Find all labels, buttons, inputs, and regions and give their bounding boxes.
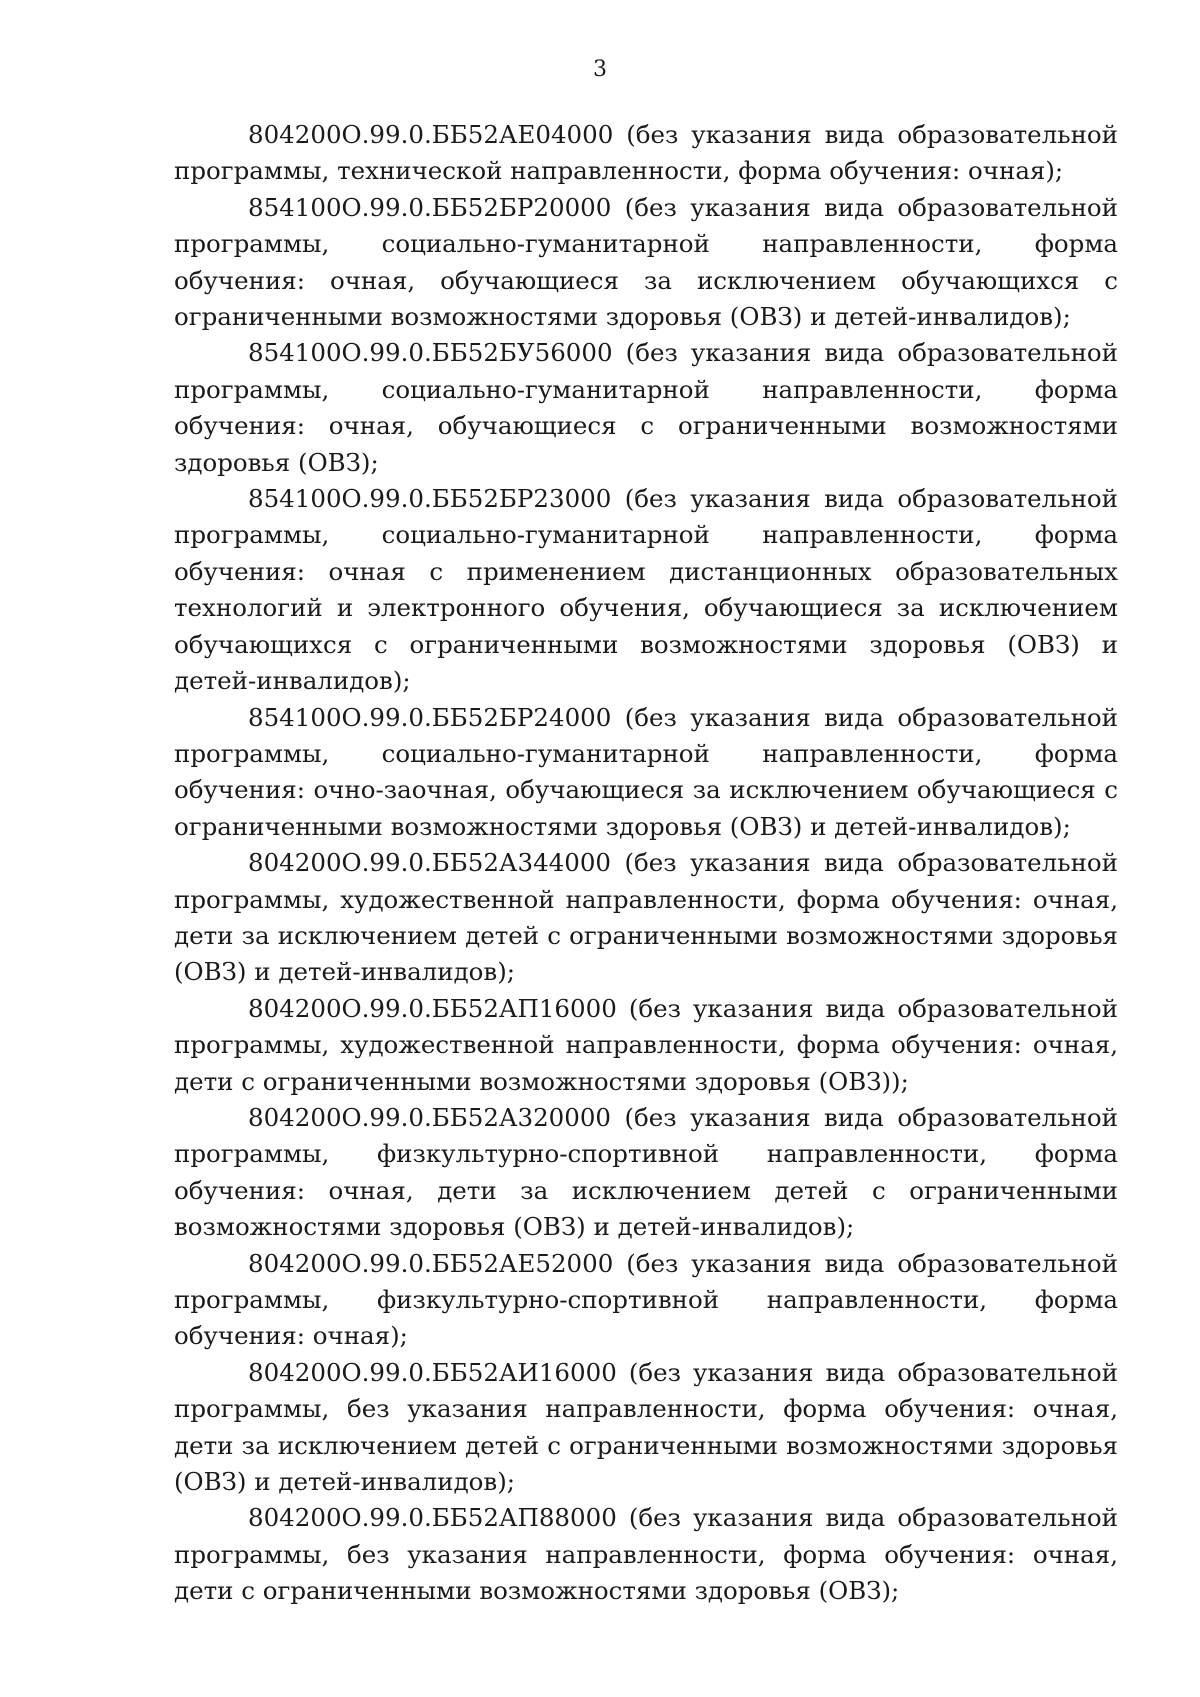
paragraph-text: (без указания вида образовательной программы, социально-гуманитарной направленности, форма обучения: очная, обучающиеся за исключением обучающихся с ограниченными возможностями здоровья (ОВЗ) и детей-инвалидов); [174, 192, 1118, 332]
paragraph-6 [174, 845, 1118, 991]
paragraph-text: (без указания вида образовательной программы, технической направленности, форма обучения: очная); [174, 120, 1118, 186]
paragraph-1 [174, 117, 1118, 190]
service-code: 854100О.99.0.ББ52БУ56000 [248, 338, 613, 368]
paragraph-text: (без указания вида образовательной программы, физкультурно-спортивной направленности, форма обучения: очная, дети за исключением детей с ограниченными возможностями здоровья (ОВЗ) и детей-инвалидов); [174, 1102, 1118, 1242]
service-code: 854100О.99.0.ББ52БР23000 [248, 484, 612, 514]
service-code: 804200О.99.0.ББ52АП16000 [248, 993, 617, 1023]
paragraph-text: (без указания вида образовательной программы, художественной направленности, форма обучения: очная, дети с ограниченными возможностями здоровья (ОВЗ)); [174, 993, 1118, 1096]
paragraph-text: (без указания вида образовательной программы, художественной направленности, форма обучения: очная, дети за исключением детей с ограниченными возможностями здоровья (ОВЗ) и детей-инвалидов); [174, 848, 1118, 987]
service-code: 804200О.99.0.ББ52АЕ04000 [248, 120, 614, 149]
paragraph-9 [174, 1246, 1118, 1355]
paragraph-text: (без указания вида образовательной программы, социально-гуманитарной направленности, форма обучения: очно-заочная, обучающиеся за исключением обучающиеся с ограниченными возможностями здоровья (ОВЗ) и детей-инвалидов); [174, 702, 1118, 841]
paragraph-3 [174, 335, 1118, 481]
service-code: 854100О.99.0.ББ52БР24000 [248, 702, 612, 732]
paragraph-10 [174, 1355, 1118, 1501]
service-code: 804200О.99.0.ББ52АЕ52000 [248, 1248, 614, 1278]
body-text [174, 117, 1118, 1610]
service-code: 804200О.99.0.ББ52АП88000 [248, 1503, 617, 1533]
paragraph-text: (без указания вида образовательной программы, социально-гуманитарной направленности, форма обучения: очная с применением дистанционных образовательных технологий и электронного обучения, обучающиеся за исключением обучающихся с ограниченными возможностями здоровья (ОВЗ) и детей-инвалидов); [174, 484, 1118, 696]
paragraph-2 [174, 190, 1118, 336]
paragraph-4 [174, 481, 1118, 699]
paragraph-5 [174, 700, 1118, 846]
paragraph-7 [174, 991, 1118, 1100]
page-number: 3 [593, 57, 607, 82]
paragraph-text: (без указания вида образовательной программы, без указания направленности, форма обучения: очная, дети с ограниченными возможностями здоровья (ОВЗ); [174, 1503, 1118, 1606]
service-code: 804200О.99.0.ББ52А320000 [248, 1102, 612, 1132]
service-code: 804200О.99.0.ББ52А344000 [248, 848, 612, 878]
paragraph-text: (без указания вида образовательной программы, физкультурно-спортивной направленности, форма обучения: очная); [174, 1248, 1118, 1351]
paragraph-text: (без указания вида образовательной программы, социально-гуманитарной направленности, форма обучения: очная, обучающиеся с ограниченными возможностями здоровья (ОВЗ); [174, 338, 1118, 477]
service-code: 804200О.99.0.ББ52АИ16000 [248, 1357, 617, 1387]
paragraph-text: (без указания вида образовательной программы, без указания направленности, форма обучения: очная, дети за исключением детей с ограниченными возможностями здоровья (ОВЗ) и детей-инвалидов); [174, 1357, 1118, 1497]
service-code: 854100О.99.0.ББ52БР20000 [248, 192, 612, 222]
paragraph-8 [174, 1100, 1118, 1246]
paragraph-11 [174, 1500, 1118, 1609]
